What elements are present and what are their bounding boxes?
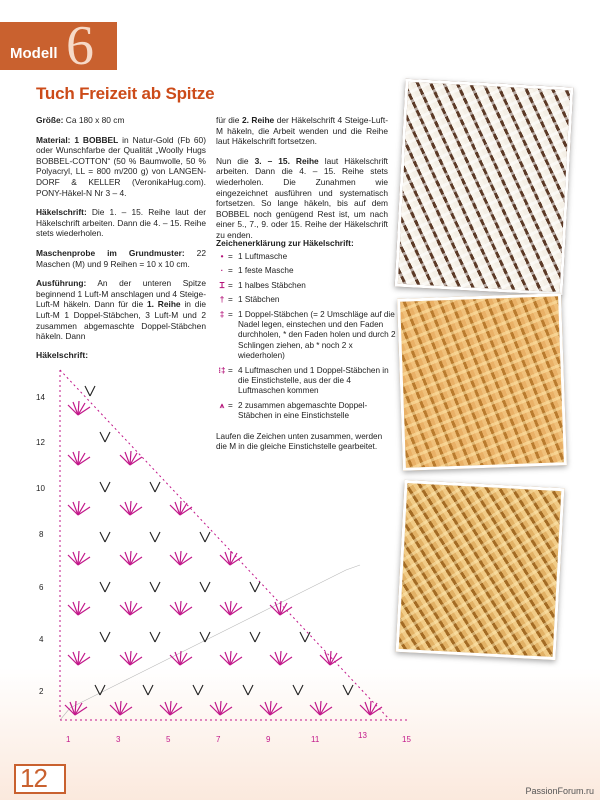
fan-stitch [170,551,192,565]
col-label: 5 [166,735,171,744]
fan-stitch [120,601,142,615]
fan-stitch [65,701,87,715]
chart-diagonal-edge [60,370,410,720]
model-number: 6 [66,15,94,77]
chart-row-labels [36,393,45,696]
chart-col-labels [66,731,411,744]
crochet-value: Die 1. – 15. Reihe laut der Häkelschrift arbeiten. Dann die 4. – 15. Reihe stets wiederholen. [36,207,206,239]
legend-title: Zeichenerklärung zur Häkelschrift: [216,238,354,248]
row2-bold: 2. Reihe [241,115,275,125]
fan-stitch [170,651,192,665]
v-stitch [100,482,110,492]
crochet-label: Häkelschrift: [36,207,87,218]
fan-stitch [120,451,142,465]
chart-grid-rows [60,565,360,720]
v-stitch [250,632,260,642]
treble-cluster-icon: ⩚ [219,400,225,410]
size-paragraph [36,115,206,126]
v-stitch [293,685,303,695]
page-number: 12 [20,763,47,793]
shawl-photo-detail [396,480,565,660]
fan-stitch [120,551,142,565]
legend-text: 1 halbes Stäbchen [238,280,306,290]
instructions-mid-column [216,115,388,250]
fan-stitch [220,651,242,665]
row-label: 12 [36,438,45,447]
fan-stitch [110,701,132,715]
gauge-paragraph [36,248,206,269]
v-stitch [85,386,95,396]
crochet-chart [30,360,410,745]
material-paragraph [36,135,206,199]
rows-bold: 3. – 15. Reihe [254,155,319,166]
size-label: Größe: [36,115,64,125]
execution-value-2: in die Luft-M 1 Doppel-Stäbchen, 3 Luft-M und 2 zusammen abgemaschte Doppel-Stäbchen häkeln. Dann [36,299,206,342]
legend-text: 1 Luftmasche [238,252,288,261]
col-label: 3 [116,735,121,744]
v-stitch [300,632,310,642]
v-stitch [343,685,353,695]
half-double-icon: Ɪ [219,280,225,290]
v-stitch [100,532,110,542]
treble-crochet-icon: ‡ [219,309,225,319]
instructions-left-column [36,115,206,351]
diagram-heading: Häkelschrift: [36,350,89,360]
row-label: 4 [39,635,44,644]
legend-row: ⩚ = 2 zusammen abgemaschte Doppel-Stäbchen in eine Einstichstelle [216,401,396,422]
v-stitch [100,582,110,592]
fan-stitch [68,401,90,415]
rows3-15-paragraph [216,156,388,241]
v-stitch [193,685,203,695]
execution-value-1: An der unteren Spitze beginnend 1 Luft-M anschlagen und 4 Steige-Luft-M häkeln. Dann für die [36,278,206,310]
legend-row: † = 1 Stäbchen [216,295,396,305]
row-label: 8 [39,530,44,539]
v-stitch [143,685,153,695]
single-crochet-icon: · [220,266,224,276]
fan-stitch [68,651,90,665]
v-stitch [150,582,160,592]
fan-stitch [270,601,292,615]
fan-stitch [120,651,142,665]
fan-stitch [68,501,90,515]
legend-text: 1 Doppel-Stäbchen (= 2 Umschläge auf die Nadel legen, einstechen und den Faden durchholen, * den Faden holen und durch 2 Schlingen ziehen, ab * noch 2 x wiederholen) [238,309,396,361]
gauge-value: 22 Maschen (M) und 9 Reihen = 10 x 10 cm. [36,247,206,269]
v-stitch [95,685,105,695]
col-label: 9 [266,735,271,744]
row2-b: der Häkelschrift 4 Steige-Luft-M häkeln, die Arbeit wenden und die Reihe laut Häkelschrift fortsetzen. [216,115,388,147]
row-label: 14 [36,393,45,402]
model-tab [0,15,117,77]
v-stitch [150,532,160,542]
fan-stitch [160,701,182,715]
legend-row: ⁝‡ = 4 Luftmaschen und 1 Doppel-Stäbchen in die Einstichstelle, aus der die 4 Luftmaschen kommen [216,366,396,397]
chain-treble-icon: ⁝‡ [218,365,226,375]
rows-a: Nun die [216,155,255,166]
row2-a: für die [216,115,242,125]
chart-row-2 [60,565,360,720]
fan-stitch [220,551,242,565]
v-stitch [150,632,160,642]
legend-row: ‡ = 1 Doppel-Stäbchen (= 2 Umschläge auf die Nadel legen, einstechen und den Faden durchholen, * den Faden holen und durch 2 Schlingen ziehen, ab * noch 2 x wiederholen) [216,310,396,362]
row2-paragraph [216,115,388,147]
fan-stitch [320,651,342,665]
legend-row: Ɪ = 1 halbes Stäbchen [216,281,396,291]
fan-stitch [270,651,292,665]
fan-stitch [68,601,90,615]
shawl-photo-dark [395,79,574,296]
chain-stitch-icon: • [220,252,224,261]
execution-label: Ausführung: [36,278,87,289]
fan-stitch [170,601,192,615]
legend-text: 2 zusammen abgemaschte Doppel-Stäbchen in eine Einstichstelle [238,400,368,421]
col-label: 7 [216,735,221,744]
size-value: Ca 180 x 80 cm [63,115,125,125]
execution-bold: 1. Reihe [146,299,181,310]
double-crochet-icon: † [219,295,225,305]
row-label: 10 [36,484,45,493]
page-title: Tuch Freizeit ab Spitze [36,84,215,103]
col-label: 11 [311,735,320,744]
legend-text: 1 feste Masche [238,266,294,276]
v-stitch [200,532,210,542]
rows-b: laut Häkelschrift arbeiten. Dann die 4. – 15. Reihe stets wiederholen. Die Zunahmen wie eingezeichnet ausführen und systematisch fortsetzen. So lange häkeln, bis auf dem BOBBEL noch genügend Rest ist, um nach einer 5., 7., 9. oder 15. Reihe der Häkelschrift zu enden. [216,155,388,240]
material-label: Material: 1 BOBBEL [36,134,119,145]
shawl-photo-gold [397,293,567,471]
fan-stitch [120,501,142,515]
fan-stitch [68,451,90,465]
legend-text: 1 Stäbchen [238,295,280,305]
material-value: in Natur-Gold (Fb 60) oder Wunschfarbe der Qualität „Woolly Hugs BOBBEL-COTTON“ (50 % Baumwolle, 50 % Polyacryl, LL = 800 m/200 g) von LANGEN-DORF & KELLER (VeronikaHug.com). PONY-Häkel-N Nr 3 – 4. [36,134,206,198]
watermark: PassionForum.ru [525,786,594,796]
crochet-paragraph [36,207,206,239]
row-label: 2 [39,687,44,696]
legend-text: 4 Luftmaschen und 1 Doppel-Stäbchen in die Einstichstelle, aus der die 4 Luftmaschen kommen [238,365,389,396]
execution-paragraph [36,278,206,342]
v-stitch [150,482,160,492]
legend-note: Laufen die Zeichen unten zusammen, werden die M in die gleiche Einstichstelle gearbeitet. [216,432,383,452]
col-label: 1 [66,735,71,744]
fan-stitch [310,701,332,715]
fan-stitch [210,701,232,715]
v-stitch [200,582,210,592]
v-stitch [250,582,260,592]
chart-stitches [65,386,382,715]
legend-row: · = 1 feste Masche [216,266,396,276]
gauge-label: Maschenprobe im Grundmuster: [36,247,185,258]
v-stitch [100,432,110,442]
fan-stitch [170,501,192,515]
fan-stitch [68,551,90,565]
model-label: Modell [10,45,58,62]
fan-stitch [260,701,282,715]
row-label: 6 [39,583,44,592]
col-label: 13 [358,731,367,740]
col-label: 15 [402,735,411,744]
v-stitch [100,632,110,642]
legend-row: • = 1 Luftmasche [216,252,396,262]
fan-stitch [360,701,382,715]
v-stitch [243,685,253,695]
fan-stitch [220,601,242,615]
